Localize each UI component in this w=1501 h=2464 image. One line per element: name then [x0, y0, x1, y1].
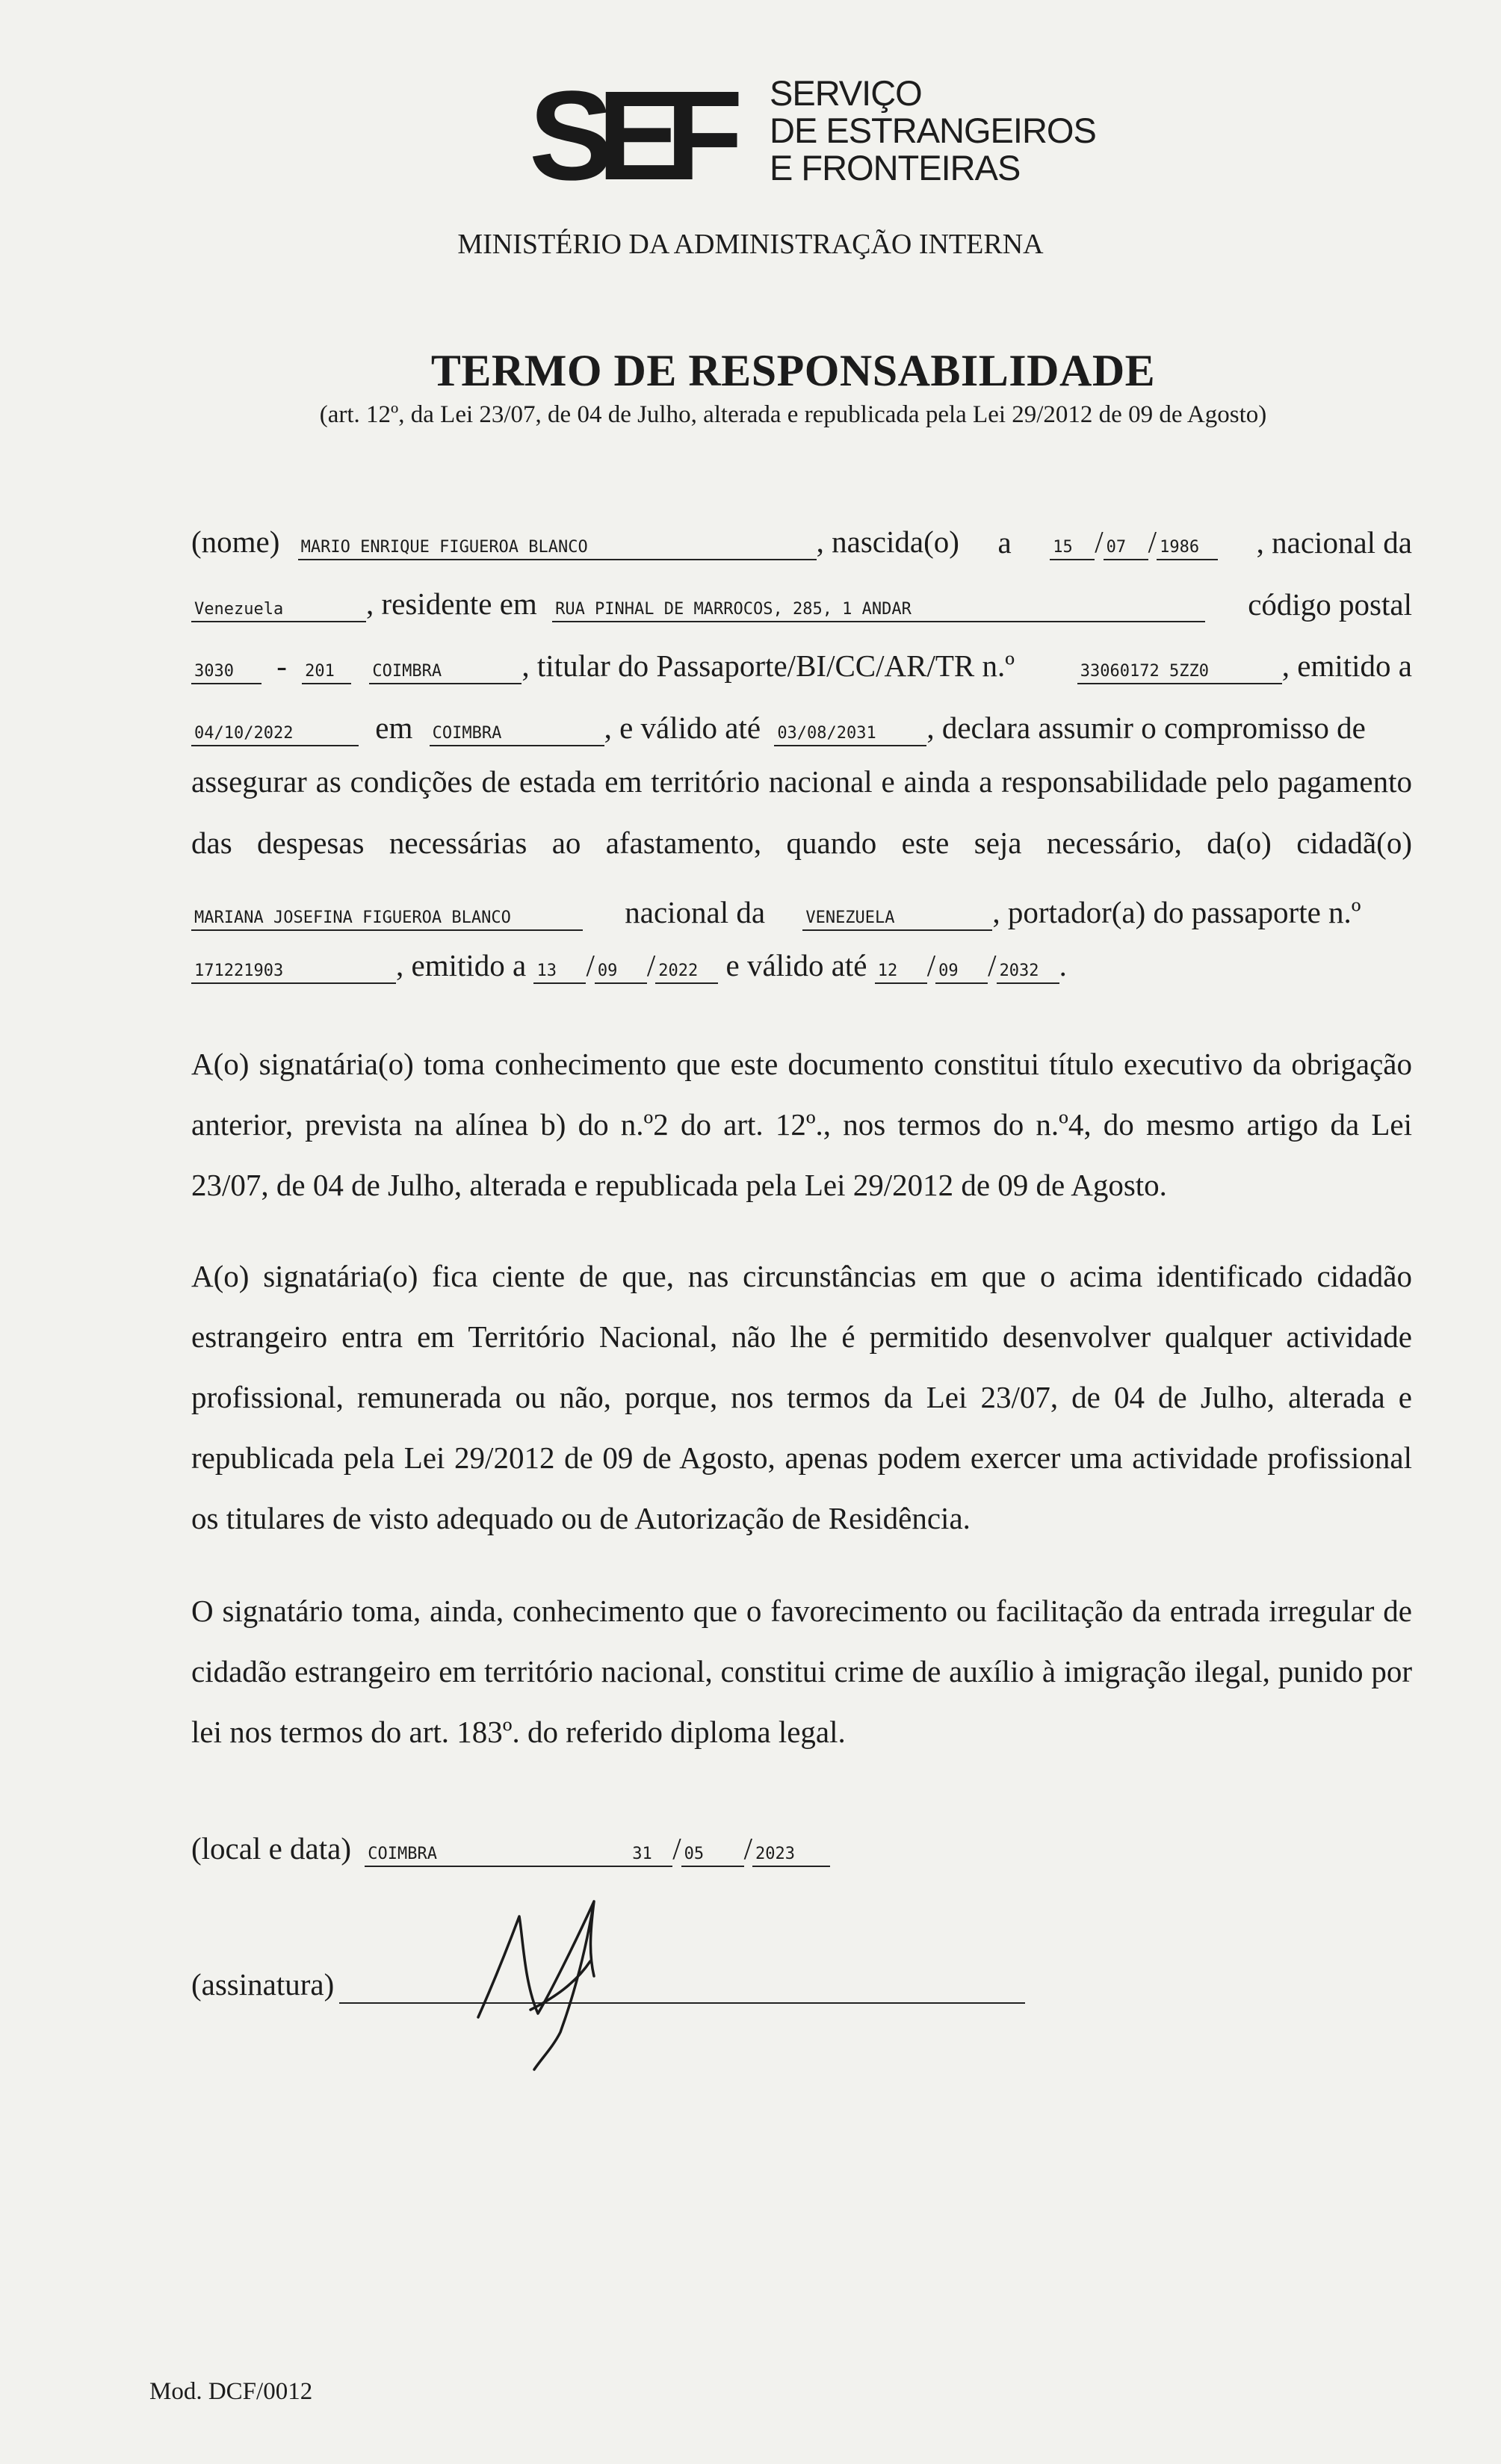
date-separator: / — [646, 948, 656, 982]
assinatura-line — [191, 1966, 1412, 2011]
form-line-3 — [191, 640, 1412, 684]
paragraph-actividade-profissional: A(o) signatária(o) fica ciente de que, nas circunstâncias em que o acima identificado cidadão estrangeiro entra em Território Nacional, não lhe é permitido desenvolver qualquer actividade profissional, remunerada ou não, porque, nos termos da Lei 23/07, de 04 de Julho, alterada e republicada pela Lei 29/2012 de 09 de Agosto, apenas podem exercer uma actividade profissional os titulares de visto adequado ou de Autorização de Residência. — [191, 1259, 1412, 1535]
label-valido-ate-2: e válido até — [725, 948, 867, 982]
document-title: TERMO DE RESPONSABILIDADE — [430, 346, 1156, 395]
label-titular: , titular do Passaporte/BI/CC/AR/TR n.º — [522, 648, 1015, 683]
label-nascida: , nascida(o) — [816, 524, 959, 559]
field-cidadao-nome[interactable]: MARIANA JOSEFINA FIGUEROA BLANCO — [191, 908, 583, 931]
sef-logo-text — [770, 75, 1096, 187]
local-data-line — [191, 1830, 1412, 1875]
sef-logo-mark — [529, 70, 761, 197]
form-line-2 — [191, 578, 1412, 622]
sef-logo — [529, 70, 1096, 197]
org-line-2: DE ESTRANGEIROS — [770, 111, 1096, 150]
field-passaporte-validade-ano[interactable]: 2032 — [997, 962, 1059, 984]
form-line-1 — [191, 516, 1412, 560]
form-model-code: Mod. DCF/0012 — [149, 2378, 313, 2405]
date-separator: / — [988, 948, 997, 982]
date-separator: / — [672, 1831, 681, 1866]
label-assinatura: (assinatura) — [191, 1967, 335, 2002]
document-subtitle: (art. 12º, da Lei 23/07, de 04 de Julho, alterada e republicada pela Lei 29/2012 de 09 de Agosto) — [319, 401, 1267, 428]
field-nome[interactable]: MARIO ENRIQUE FIGUEROA BLANCO — [298, 538, 817, 560]
form-line-7 — [191, 886, 1412, 931]
label-nacional-da: , nacional da — [1256, 525, 1412, 560]
sef-logo-letters: SEF — [529, 70, 727, 197]
form-line-8 — [191, 947, 1412, 992]
paragraph-titulo-executivo: A(o) signatária(o) toma conhecimento que este documento constitui título executivo da obrigação anterior, prevista na alínea b) do n.º2 do art. 12º., nos termos do n.º4, do mesmo artigo da Lei 23/07, de 04 de Julho, alterada e republicada pela Lei 29/2012 de 09 de Agosto. — [191, 1047, 1412, 1202]
field-documento-numero[interactable]: 33060172 5ZZ0 — [1077, 662, 1282, 684]
field-documento-local[interactable]: COIMBRA — [430, 724, 604, 746]
form-line-5: assegurar as condições de estada em território nacional e ainda a responsabilidade pelo pagamento — [191, 764, 1412, 799]
field-cidadao-nacionalidade[interactable]: VENEZUELA — [802, 908, 992, 931]
field-nacionalidade[interactable]: Venezuela — [191, 600, 366, 622]
ministry-name: MINISTÉRIO DA ADMINISTRAÇÃO INTERNA — [457, 229, 1044, 260]
label-nome: (nome) — [191, 524, 280, 559]
field-local[interactable]: COIMBRA — [365, 1845, 629, 1867]
label-nacional-da-2: nacional da — [625, 895, 766, 929]
form-line-6: das despesas necessárias ao afastamento, quando este seja necessário, da(o) cidadã(o) — [191, 826, 1412, 860]
label-residente: , residente em — [366, 586, 537, 621]
field-codigo-postal-1[interactable]: 3030 — [191, 662, 261, 684]
field-data-mes[interactable]: 05 — [681, 1845, 744, 1867]
field-codigo-postal-2[interactable]: 201 — [302, 662, 351, 684]
field-passaporte-emissao-ano[interactable]: 2022 — [655, 962, 718, 984]
field-passaporte-validade-mes[interactable]: 09 — [935, 962, 988, 984]
field-documento-validade[interactable]: 03/08/2031 — [774, 724, 926, 746]
form-line-4 — [191, 702, 1412, 746]
date-separator: / — [1148, 524, 1157, 559]
handwritten-signature — [463, 1872, 657, 2073]
field-dob-day[interactable]: 15 — [1050, 538, 1095, 560]
org-line-3: E FRONTEIRAS — [770, 148, 1021, 188]
label-em: em — [375, 711, 413, 745]
label-emitido-a-2: , emitido a — [396, 948, 527, 982]
label-emitido-a: , emitido a — [1281, 648, 1412, 683]
field-dob-month[interactable]: 07 — [1104, 538, 1148, 560]
label-local-data: (local e data) — [191, 1831, 351, 1866]
field-passaporte-emissao-mes[interactable]: 09 — [595, 962, 647, 984]
label-codigo-postal: código postal — [1248, 587, 1412, 622]
date-separator: / — [926, 948, 936, 982]
field-morada[interactable]: RUA PINHAL DE MARROCOS, 285, 1 ANDAR — [552, 600, 1205, 622]
assinatura-field[interactable] — [339, 2002, 1025, 2004]
field-data-dia[interactable]: 31 — [629, 1845, 672, 1867]
org-line-1: SERVIÇO — [770, 73, 922, 113]
label-portador: , portador(a) do passaporte n.º — [992, 895, 1361, 929]
label-valido-ate: , e válido até — [604, 711, 761, 745]
label-declara: , declara assumir o compromisso de — [926, 711, 1366, 745]
date-separator: / — [1095, 524, 1104, 559]
paragraph-auxilio-imigracao: O signatário toma, ainda, conhecimento que o favorecimento ou facilitação da entrada irregular de cidadão estrangeiro em território nacional, constitui crime de auxílio à imigração ilegal, punido por lei nos termos do art. 183º. do referido diploma legal. — [191, 1594, 1412, 1749]
field-passaporte-validade-dia[interactable]: 12 — [875, 962, 927, 984]
field-localidade[interactable]: COIMBRA — [369, 662, 522, 684]
sentence-period: . — [1059, 948, 1067, 982]
date-separator: / — [586, 948, 595, 982]
field-cidadao-passaporte[interactable]: 171221903 — [191, 962, 396, 984]
field-documento-emissao[interactable]: 04/10/2022 — [191, 724, 359, 746]
date-separator: / — [743, 1831, 753, 1866]
postal-separator: - — [276, 648, 287, 683]
field-data-ano[interactable]: 2023 — [752, 1845, 830, 1867]
field-dob-year[interactable]: 1986 — [1157, 538, 1218, 560]
label-a: a — [997, 525, 1012, 560]
field-passaporte-emissao-dia[interactable]: 13 — [533, 962, 586, 984]
